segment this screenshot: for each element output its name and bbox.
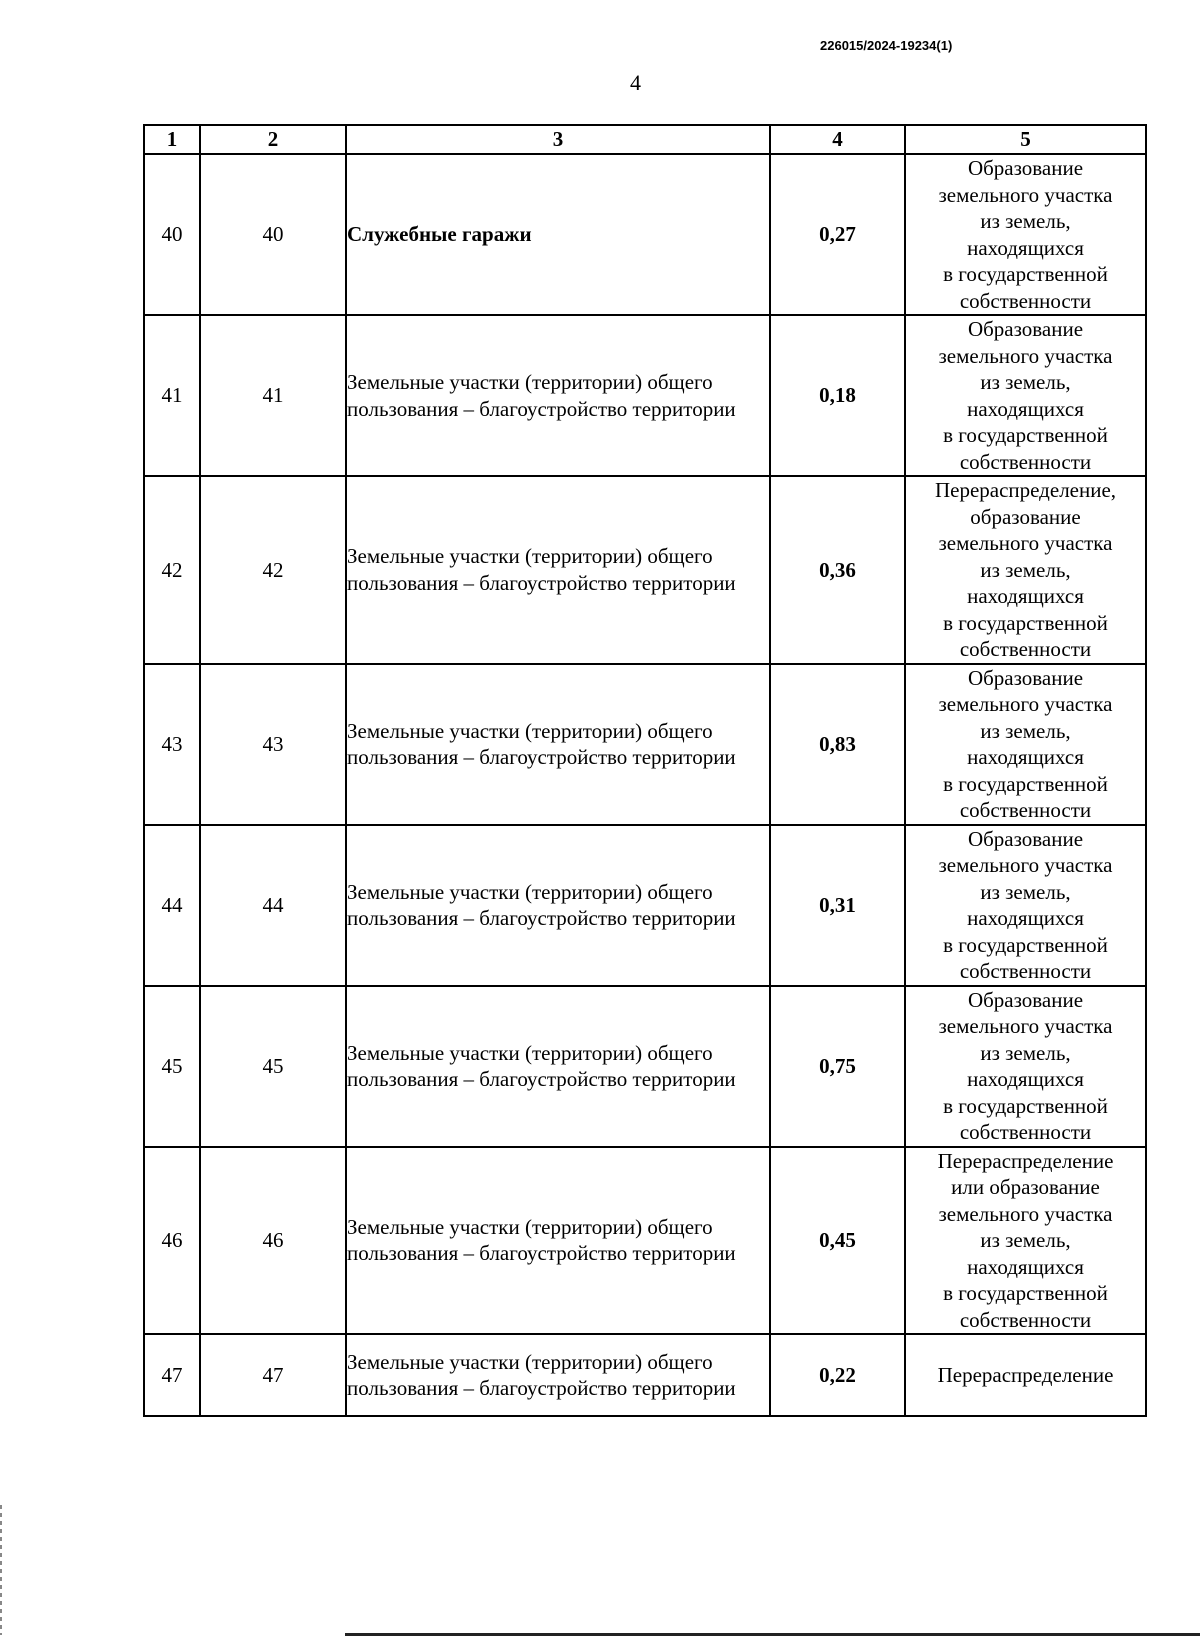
formation-method-line: или образование bbox=[951, 1175, 1100, 1199]
page-number: 4 bbox=[630, 70, 641, 95]
formation-method-line: Образование bbox=[967, 987, 1084, 1012]
plot-number: 45 bbox=[200, 986, 346, 1147]
table-row bbox=[144, 154, 1146, 315]
formation-method-line: собственности bbox=[959, 798, 1092, 822]
plot-purpose: Земельные участки (территории) общего пользования – благоустройство территории bbox=[346, 315, 770, 476]
plot-number: 46 bbox=[200, 1147, 346, 1335]
formation-method-line: собственности bbox=[959, 288, 1092, 313]
formation-method-line: из земель, bbox=[980, 557, 1071, 582]
formation-method-line: из земель, bbox=[980, 1040, 1071, 1065]
formation-method-line: Образование bbox=[967, 156, 1084, 180]
formation-method-line: образование bbox=[970, 504, 1081, 529]
formation-method bbox=[905, 664, 1146, 825]
plot-area: 0,45 bbox=[770, 1147, 905, 1335]
formation-method-line: собственности bbox=[959, 959, 1092, 983]
header-row bbox=[144, 125, 1146, 154]
plot-number: 40 bbox=[200, 154, 346, 315]
scan-bottom-edge bbox=[345, 1633, 1200, 1636]
formation-method-line: находящихся bbox=[967, 745, 1084, 769]
row-number: 47 bbox=[144, 1334, 200, 1416]
formation-method-line: находящихся bbox=[967, 906, 1084, 930]
formation-method-line: в государственной bbox=[943, 932, 1108, 957]
formation-method bbox=[905, 986, 1146, 1147]
formation-method-line: земельного участка bbox=[938, 531, 1113, 555]
plot-number: 42 bbox=[200, 476, 346, 664]
scan-edge-mark bbox=[0, 1505, 2, 1635]
formation-method-line: в государственной bbox=[943, 610, 1108, 635]
formation-method-line: Перераспределение bbox=[937, 1148, 1114, 1173]
formation-method-line: в государственной bbox=[943, 262, 1108, 286]
plot-number: 41 bbox=[200, 315, 346, 476]
column-header-3: 3 bbox=[346, 125, 770, 154]
formation-method-line: в государственной bbox=[943, 423, 1108, 447]
document-number: 226015/2024-19234(1) bbox=[820, 38, 953, 53]
formation-method-line: Образование bbox=[967, 317, 1084, 341]
plot-purpose: Земельные участки (территории) общего пользования – благоустройство территории bbox=[346, 476, 770, 664]
formation-method-line: в государственной bbox=[943, 1281, 1108, 1305]
column-header-4: 4 bbox=[770, 125, 905, 154]
plot-area: 0,27 bbox=[770, 154, 905, 315]
formation-method-line: находящихся bbox=[967, 396, 1084, 421]
formation-method-line: земельного участка bbox=[938, 343, 1113, 368]
plot-area: 0,18 bbox=[770, 315, 905, 476]
row-number: 41 bbox=[144, 315, 200, 476]
column-header-1: 1 bbox=[144, 125, 200, 154]
plot-purpose: Земельные участки (территории) общего пользования – благоустройство территории bbox=[346, 825, 770, 986]
plot-area: 0,22 bbox=[770, 1334, 905, 1416]
formation-method-line: из земель, bbox=[980, 718, 1071, 743]
plot-purpose: Земельные участки (территории) общего пользования – благоустройство территории bbox=[346, 664, 770, 825]
table-row bbox=[144, 664, 1146, 825]
formation-method bbox=[905, 1147, 1146, 1335]
formation-method-line: в государственной bbox=[943, 771, 1108, 796]
formation-method-line: Образование bbox=[967, 665, 1084, 690]
row-number: 40 bbox=[144, 154, 200, 315]
formation-method-line: собственности bbox=[959, 1307, 1092, 1332]
table-row bbox=[144, 825, 1146, 986]
row-number: 45 bbox=[144, 986, 200, 1147]
row-number: 42 bbox=[144, 476, 200, 664]
plot-number: 43 bbox=[200, 664, 346, 825]
formation-method-line: находящихся bbox=[967, 235, 1084, 260]
formation-method-line: земельного участка bbox=[938, 853, 1113, 877]
plot-purpose: Земельные участки (территории) общего пользования – благоустройство территории bbox=[346, 1334, 770, 1416]
land-plots-table bbox=[143, 124, 1147, 1417]
formation-method-line: земельного участка bbox=[938, 182, 1113, 207]
formation-method-line: находящихся bbox=[967, 1067, 1084, 1091]
formation-method bbox=[905, 825, 1146, 986]
plot-purpose: Земельные участки (территории) общего пользования – благоустройство территории bbox=[346, 1147, 770, 1335]
formation-method-line: находящихся bbox=[967, 1254, 1084, 1279]
plot-area: 0,75 bbox=[770, 986, 905, 1147]
table-row bbox=[144, 315, 1146, 476]
plot-purpose: Служебные гаражи bbox=[346, 154, 770, 315]
formation-method-line: земельного участка bbox=[938, 1201, 1113, 1226]
table-body bbox=[144, 154, 1146, 1416]
row-number: 44 bbox=[144, 825, 200, 986]
formation-method-line: Перераспределение, bbox=[934, 478, 1117, 502]
formation-method-line: в государственной bbox=[943, 1093, 1108, 1118]
formation-method-line: из земель, bbox=[980, 209, 1071, 233]
plot-area: 0,36 bbox=[770, 476, 905, 664]
formation-method-line: из земель, bbox=[980, 1228, 1071, 1252]
formation-method-line: земельного участка bbox=[938, 692, 1113, 716]
plot-area: 0,83 bbox=[770, 664, 905, 825]
formation-method-line: находящихся bbox=[967, 584, 1084, 608]
plot-number: 44 bbox=[200, 825, 346, 986]
table-row bbox=[144, 476, 1146, 664]
formation-method bbox=[905, 154, 1146, 315]
table-row bbox=[144, 1334, 1146, 1416]
formation-method-line: собственности bbox=[959, 449, 1092, 474]
row-number: 46 bbox=[144, 1147, 200, 1335]
formation-method bbox=[905, 315, 1146, 476]
plot-purpose: Земельные участки (территории) общего пользования – благоустройство территории bbox=[346, 986, 770, 1147]
formation-method-line: собственности bbox=[959, 1120, 1092, 1144]
table-row bbox=[144, 986, 1146, 1147]
formation-method-line: из земель, bbox=[980, 370, 1071, 394]
column-header-5: 5 bbox=[905, 125, 1146, 154]
formation-method-line: Образование bbox=[967, 826, 1084, 851]
formation-method-line: Перераспределение bbox=[937, 1362, 1114, 1387]
formation-method-line: земельного участка bbox=[938, 1014, 1113, 1038]
formation-method-line: из земель, bbox=[980, 879, 1071, 904]
row-number: 43 bbox=[144, 664, 200, 825]
column-header-2: 2 bbox=[200, 125, 346, 154]
formation-method bbox=[905, 1334, 1146, 1416]
plot-number: 47 bbox=[200, 1334, 346, 1416]
formation-method-line: собственности bbox=[959, 637, 1092, 661]
plot-area: 0,31 bbox=[770, 825, 905, 986]
table-row bbox=[144, 1147, 1146, 1335]
formation-method bbox=[905, 476, 1146, 664]
